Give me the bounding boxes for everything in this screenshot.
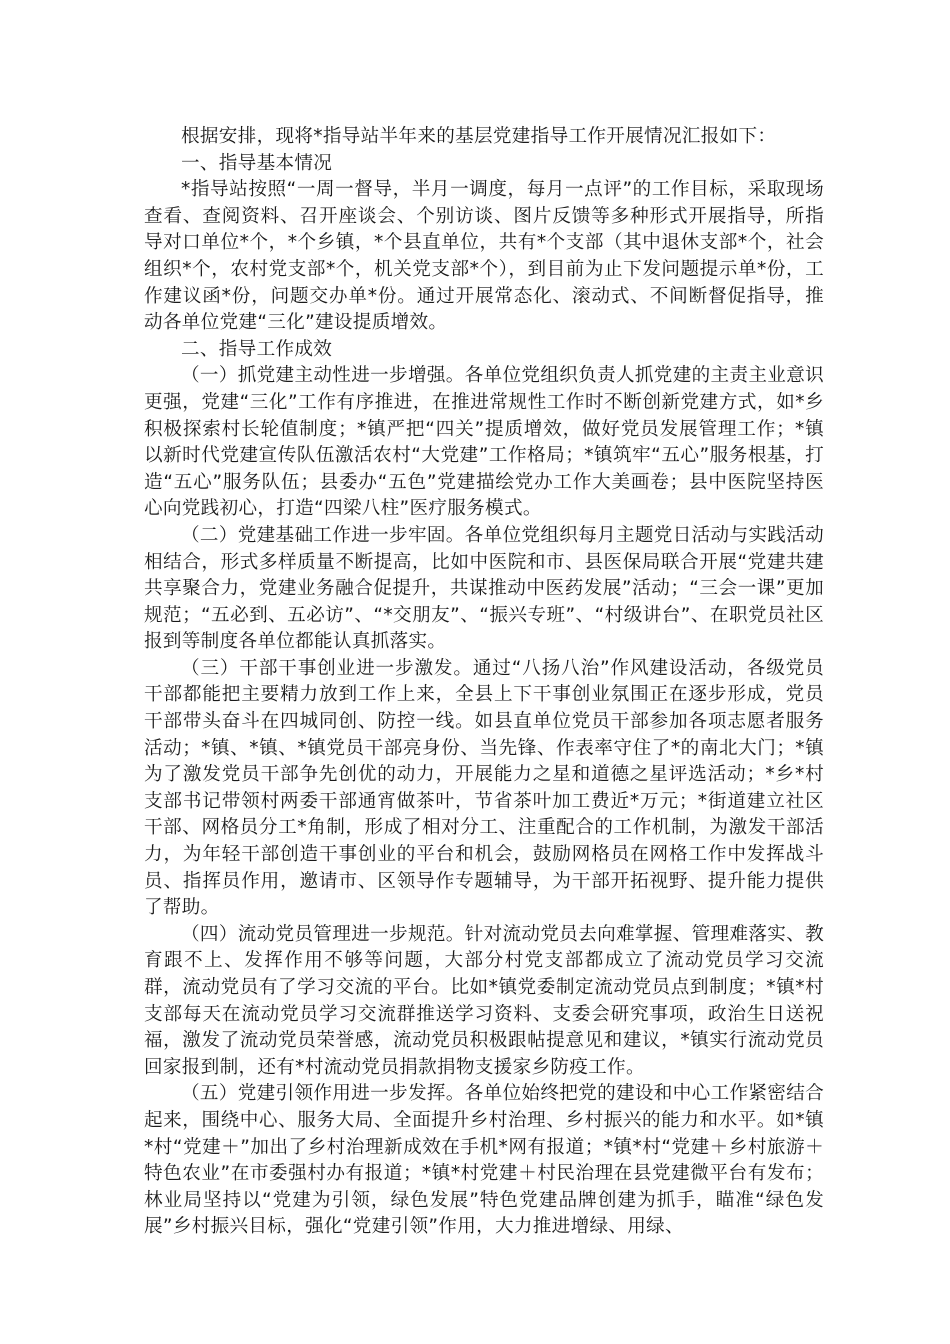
result-item-4: （四）流动党员管理进一步规范。针对流动党员去向难掌握、管理难落实、教育跟不上、发挥作用不够等问题，大部分村党支部都成立了流动党员学习交流群，流动党员有了学习交流的平台。比如*镇党委制定流动党员点到制度；*镇*村支部每天在流动党员学习交流群推送学习资料、支委会研究事项，政治生日送祝福，激发了流动党员荣誉感，流动党员积极跟帖提意见和建议，*镇实行流动党员回家报到制，还有*村流动党员捐款捐物支援家乡防疫工作。 — [144, 923, 824, 1078]
document-page — [144, 124, 824, 1241]
section-heading-work-results: 二、指导工作成效 — [181, 338, 333, 360]
result-item-3: （三）干部干事创业进一步激发。通过“八扬八治”作风建设活动，各级党员干部都能把主要精力放到工作上来，全县上下干事创业氛围正在逐步形成，党员干部带头奋斗在四城同创、防控一线。如县直单位党员干部参加各项志愿者服务活动；*镇、*镇、*镇党员干部亮身份、当先锋、作表率守住了*的南北大门；*镇为了激发党员干部争先创优的动力，开展能力之星和道德之星评选活动；*乡*村支部书记带领村两委干部通宵做茶叶，节省茶叶加工费近*万元；*街道建立社区干部、网格员分工*角制，形成了相对分工、注重配合的工作机制，为激发干部活力，为年轻干部创造干事创业的平台和机会，鼓励网格员在网格工作中发挥战斗员、指挥员作用，邀请市、区领导作专题辅导，为干部开拓视野、提升能力提供了帮助。 — [144, 657, 824, 919]
intro-paragraph: 根据安排，现将*指导站半年来的基层党建指导工作开展情况汇报如下： — [181, 126, 777, 147]
result-item-1: （一）抓党建主动性进一步增强。各单位党组织负责人抓党建的主责主业意识更强，党建“三化”工作有序推进，在推进常规性工作时不断创新党建方式，如*乡积极探索村长轮值制度；*镇严把“四关”提质增效，做好党员发展管理工作；*镇以新时代党建宣传队伍激活农村“大党建”工作格局；*镇筑牢“五心”服务根基，打造“五心”服务队伍；县委办“五色”党建描绘党办工作大美画卷；县中医院坚持医心向党践初心，打造“四梁八柱”医疗服务模式。 — [144, 365, 824, 520]
result-item-5: （五）党建引领作用进一步发挥。各单位始终把党的建设和中心工作紧密结合起来，围绕中心、服务大局、全面提升乡村治理、乡村振兴的能力和水平。如*镇*村“党建＋”加出了乡村治理新成效在手机*网有报道；*镇*村“党建＋乡村旅游＋特色农业”在市委强村办有报道；*镇*村党建＋村民治理在县党建微平台有发布；林业局坚持以“党建为引领，绿色发展”特色党建品牌创建为抓手，瞄准“绿色发展”乡村振兴目标，强化“党建引领”作用，大力推进增绿、用绿、 — [144, 1083, 824, 1238]
section-body-basic-situation: *指导站按照“一周一督导，半月一调度，每月一点评”的工作目标，采取现场查看、查阅资料、召开座谈会、个别访谈、图片反馈等多种形式开展指导，所指导对口单位*个，*个乡镇，*个县直单位，共有*个支部（其中退休支部*个，社会组织*个，农村党支部*个，机关党支部*个），到目前为止下发问题提示单*份，工作建议函*份，问题交办单*份。通过开展常态化、滚动式、不间断督促指导，推动各单位党建“三化”建设提质增效。 — [144, 179, 824, 334]
result-item-2: （二）党建基础工作进一步牢固。各单位党组织每月主题党日活动与实践活动相结合，形式多样质量不断提高，比如中医院和市、县医保局联合开展“党建共建共享聚合力，党建业务融合促提升，共谋推动中医药发展”活动；“三会一课”更加规范；“五必到、五必访”、“*交朋友”、“振兴专班”、“村级讲台”、在职党员社区报到等制度各单位都能认真抓落实。 — [144, 524, 824, 653]
section-heading-basic-situation: 一、指导基本情况 — [181, 152, 333, 174]
